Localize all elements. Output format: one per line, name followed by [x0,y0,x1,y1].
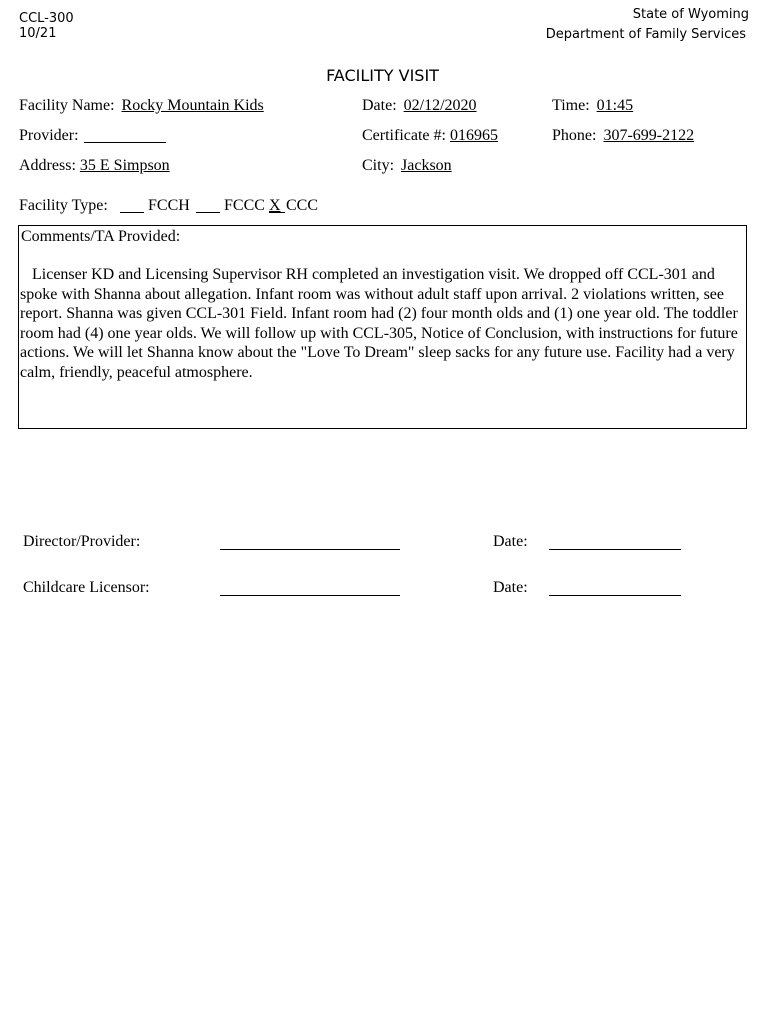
fcch-blank [120,212,144,213]
director-signature-line [220,549,400,550]
time-label: Time: [552,97,590,114]
ccc-blank [269,212,285,213]
address-field [19,157,170,175]
city-field [362,157,452,175]
director-date-line [549,549,681,550]
provider-label: Provider: [19,127,79,144]
ccc-option-label: CCC [286,197,319,214]
certificate-value: 016965 [449,127,498,144]
ccc-mark: X [269,197,281,214]
city-value: Jackson [401,157,452,174]
certificate-field [362,127,498,145]
comments-label: Comments/TA Provided: [21,228,181,245]
date-field [362,97,477,115]
certificate-label: Certificate #: [362,127,446,144]
state-name: State of Wyoming [632,7,749,22]
form-revision-date: 10/21 [19,26,57,41]
facility-type-label: Facility Type: [19,197,108,214]
page-title: FACILITY VISIT [326,66,439,85]
date-label: Date: [362,97,397,114]
time-field [552,97,633,115]
provider-field [19,127,79,145]
department-name: Department of Family Services [545,27,746,42]
form-code: CCL-300 [19,11,74,26]
city-label: City: [362,157,395,174]
comments-box [18,225,747,429]
fcch-option-label: FCCH [148,197,190,214]
fccc-blank [196,212,220,213]
comments-text: Licenser KD and Licensing Supervisor RH completed an investigation visit. We dropped off CCL-301 and spoke with Shanna about allegation. Infant room was without adult staff upon arrival. 2 violations written, see report. Shanna was given CCL-301 Field. Infant room had (2) four month olds and (1) one year old. The toddler room had (4) one year olds. We will follow up with CCL-305, Notice of Conclusion, with instructions for future actions. We will let Shanna know about the "Love To Dream" sleep sacks for any future use. Facility had a very calm, friendly, peaceful atmosphere. [20,266,738,381]
time-value: 01:45 [596,97,634,114]
childcare-licensor-label: Childcare Licensor: [23,579,150,596]
address-value: 35 E Simpson [79,157,170,174]
director-date-label: Date: [493,533,528,550]
facility-name-value: Rocky Mountain Kids [121,97,264,114]
phone-value: 307-699-2122 [603,127,695,144]
date-value: 02/12/2020 [403,97,477,114]
facility-name-label: Facility Name: [19,97,115,114]
licensor-date-line [549,595,681,596]
licensor-date-label: Date: [493,579,528,596]
fccc-option-label: FCCC [224,197,265,214]
provider-blank-line [84,142,166,143]
phone-field [552,127,694,145]
director-provider-label: Director/Provider: [23,533,141,550]
phone-label: Phone: [552,127,597,144]
address-label: Address: [19,157,76,174]
facility-name-field [19,97,264,115]
licensor-signature-line [220,595,400,596]
